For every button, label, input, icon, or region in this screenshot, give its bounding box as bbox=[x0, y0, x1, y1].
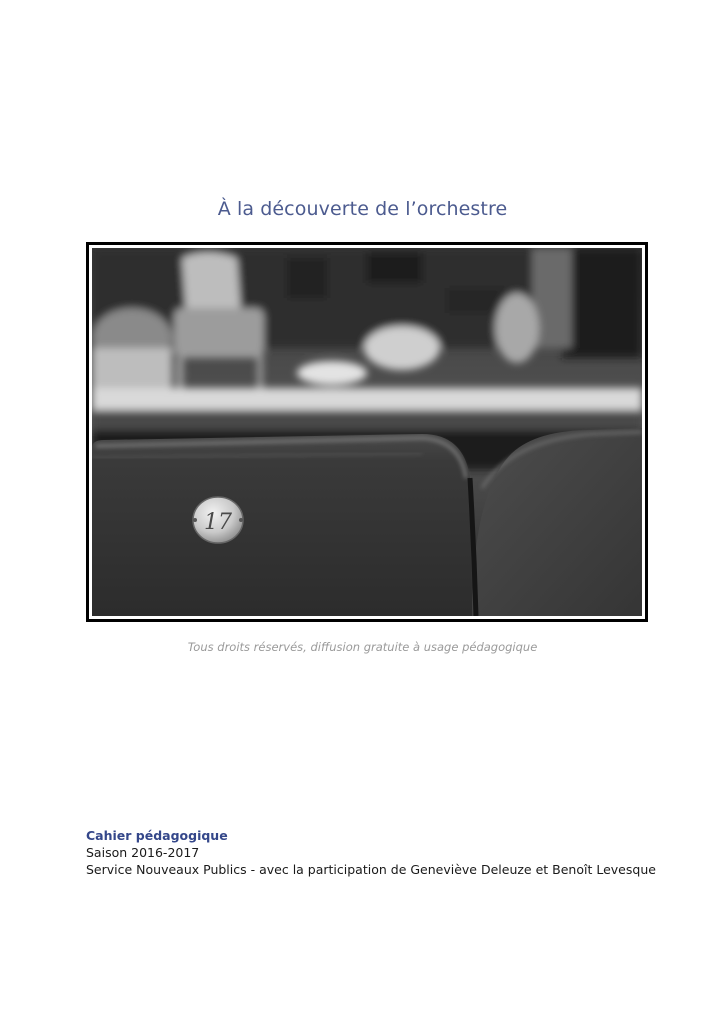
concert-hall-seat-photo bbox=[92, 248, 642, 616]
document-footer bbox=[86, 827, 656, 878]
page-title: À la découverte de l’orchestre bbox=[217, 198, 508, 220]
document-type: Cahier pédagogique bbox=[86, 828, 228, 843]
service-credits: Service Nouveaux Publics - avec la participation de Geneviève Deleuze et Benoît Levesque bbox=[86, 862, 656, 877]
photo-caption: Tous droits réservés, diffusion gratuite à usage pédagogique bbox=[187, 640, 538, 654]
season-label: Saison 2016-2017 bbox=[86, 845, 200, 860]
cover-photo bbox=[86, 242, 648, 622]
seat-number: 17 bbox=[204, 510, 232, 535]
